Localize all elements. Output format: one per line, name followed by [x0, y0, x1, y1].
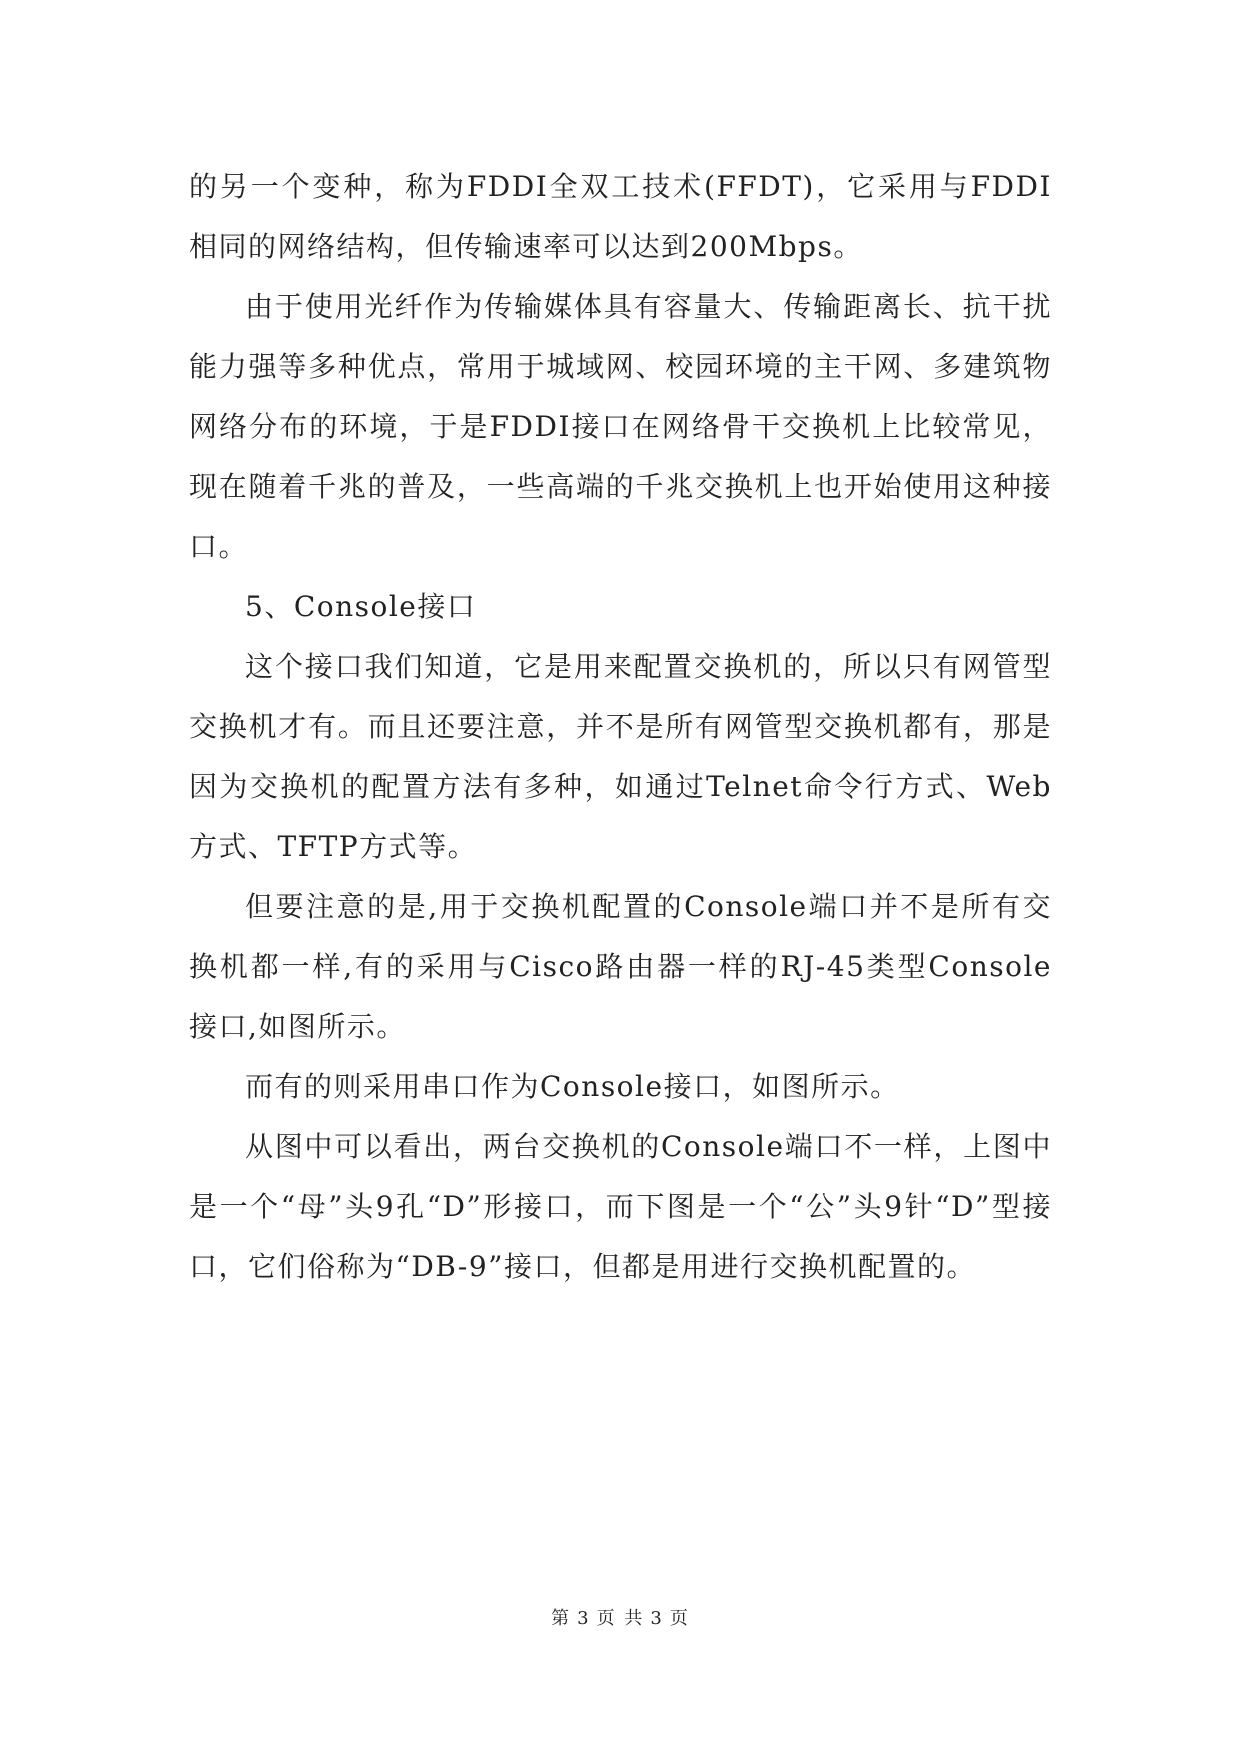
paragraph-console-rj45: 但要注意的是,用于交换机配置的Console端口并不是所有交换机都一样,有的采用与Cisco路由器一样的RJ-45类型Console接口,如图所示。	[189, 890, 1052, 1043]
paragraph-console-serial: 而有的则采用串口作为Console接口，如图所示。	[245, 1070, 900, 1103]
section-heading-console: 5、Console接口	[245, 590, 477, 623]
footer-mid: 页 共	[596, 1608, 645, 1629]
footer-suffix: 页	[669, 1608, 690, 1629]
paragraph-console-db9: 从图中可以看出，两台交换机的Console端口不一样，上图中是一个“母”头9孔“D”形接口，而下图是一个“公”头9针“D”型接口，它们俗称为“DB-9”接口，但都是用进行交换机配置的。	[189, 1130, 1052, 1283]
page-number-footer	[0, 1604, 1241, 1630]
document-body	[189, 157, 1052, 1297]
paragraph-fiber-advantages: 由于使用光纤作为传输媒体具有容量大、传输距离长、抗干扰能力强等多种优点，常用于城域网、校园环境的主干网、多建筑物网络分布的环境，于是FDDI接口在网络骨干交换机上比较常见，现在随着千兆的普及，一些高端的千兆交换机上也开始使用这种接口。	[189, 290, 1052, 563]
paragraph-console-intro: 这个接口我们知道，它是用来配置交换机的，所以只有网管型交换机才有。而且还要注意，并不是所有网管型交换机都有，那是因为交换机的配置方法有多种，如通过Telnet命令行方式、Web方式、TFTP方式等。	[189, 650, 1052, 863]
paragraph-fddi-variant: 的另一个变种，称为FDDI全双工技术(FFDT)，它采用与FDDI相同的网络结构，但传输速率可以达到200Mbps。	[189, 170, 1052, 263]
footer-prefix: 第	[551, 1608, 572, 1629]
footer-total-pages: 3	[650, 1608, 664, 1629]
footer-current-page: 3	[577, 1608, 591, 1629]
